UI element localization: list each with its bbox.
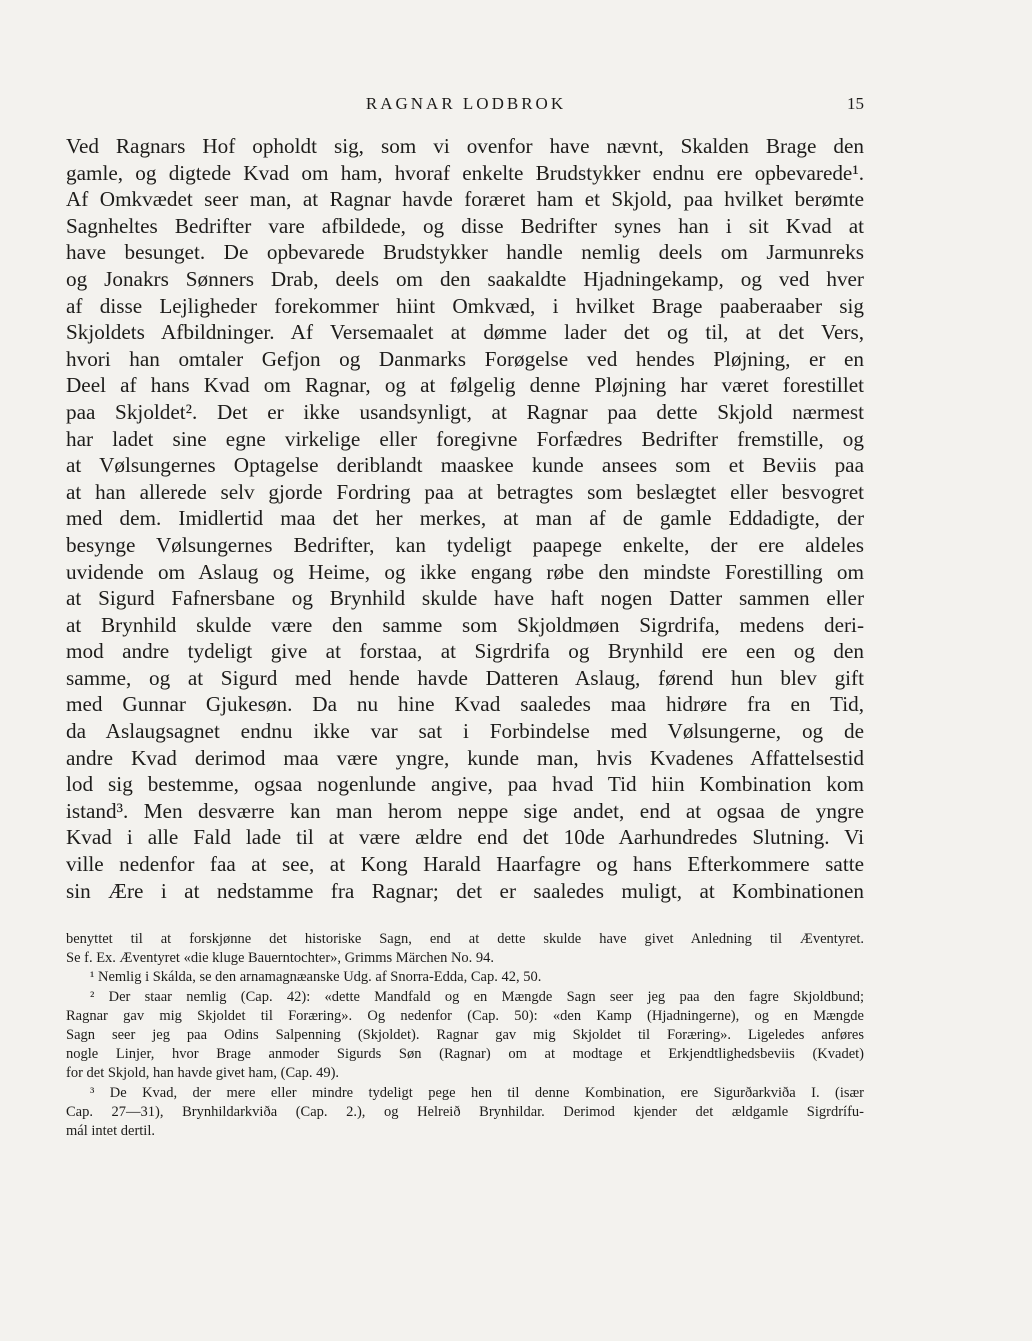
body-line: Kvad i alle Fald lade til at være ældre end det 10de Aarhundredes Slutning. Vi [66, 825, 864, 850]
footnotes [66, 930, 864, 1141]
body-line: Af Omkvædet seer man, at Ragnar havde foræret ham et Skjold, paa hvilket berømte [66, 187, 864, 212]
body-line: at Vølsungernes Optagelse deriblandt maaskee kunde ansees som et Beviis paa [66, 453, 864, 478]
body-line: uvidende om Aslaug og Heime, og ikke engang røbe den mindste Forestilling om [66, 559, 864, 584]
body-line: paa Skjoldet². Det er ikke usandsynligt, at Ragnar paa dette Skjold nærmest [66, 399, 864, 424]
body-line: at han allerede selv gjorde Fordring paa at betragtes som beslægtet eller besvogret [66, 479, 864, 504]
footnote-line: for det Skjold, han havde givet ham, (Cap. 49). [66, 1065, 340, 1082]
body-text [66, 133, 864, 904]
body-line: at Brynhild skulde være den samme som Skjoldmøen Sigrdrifa, medens deri- [66, 612, 864, 637]
body-line: har ladet sine egne virkelige eller foregivne Forfædres Bedrifter fremstille, og [66, 426, 864, 451]
page-header [68, 94, 864, 118]
body-line: da Aslaugsagnet endnu ikke var sat i Forbindelse med Vølsungerne, og de [66, 719, 864, 744]
body-line: have besunget. De opbevarede Brudstykker handle nemlig deels om Jarmunreks [66, 240, 864, 265]
body-line: lod sig bestemme, ogsaa nogenlunde angive, paa hvad Tid hiin Kombination kom [66, 772, 864, 797]
body-line: gamle, og digtede Kvad om ham, hvoraf enkelte Brudstykker endnu ere opbevarede¹. [66, 160, 864, 185]
footnote-line: Ragnar gav mig Skjoldet til Foræring». Og nedenfor (Cap. 50): «den Kamp (Hjadningerne), og en Mængde [66, 1007, 864, 1024]
footnote-line: benyttet til at forskjønne det historiske Sagn, end at dette skulde have givet Anledning til Æventyret. [66, 931, 864, 947]
body-line: mod andre tydeligt give at forstaa, at Sigrdrifa og Brynhild ere een og den [66, 639, 864, 664]
body-line: istand³. Men desværre kan man herom neppe sige andet, end at ogsaa de yngre [66, 798, 864, 823]
body-line: med dem. Imidlertid maa det her merkes, at man af de gamle Eddadigte, der [66, 506, 864, 531]
running-title: RAGNAR LODBROK [365, 94, 567, 113]
footnote-line: ² Der staar nemlig (Cap. 42): «dette Mandfald og en Mængde Sagn seer jeg paa den fagre Skjoldbund; [90, 988, 864, 1005]
body-line: Skjoldets Afbildninger. Af Versemaalet at dømme lader det og til, at det Vers, [66, 320, 864, 345]
body-line: af disse Lejligheder forekommer hiint Omkvæd, i hvilket Brage paaberaaber sig [66, 293, 864, 318]
body-line: Sagnheltes Bedrifter vare afbildede, og disse Bedrifter synes han i sit Kvad at [66, 213, 864, 238]
footnote-line: Se f. Ex. Æventyret «die kluge Bauerntochter», Grimms Märchen No. 94. [66, 950, 495, 967]
body-line: sin Ære i at nedstamme fra Ragnar; det er saaledes muligt, at Kombinationen [66, 878, 864, 903]
body-line: at Sigurd Fafnersbane og Brynhild skulde have haft nogen Datter sammen eller [66, 586, 864, 611]
footnote-line: ¹ Nemlig i Skálda, se den arnamagnæanske Udg. af Snorra-Edda, Cap. 42, 50. [90, 969, 542, 986]
body-line: ville nedenfor faa at see, at Kong Harald Haarfagre og hans Efterkommere satte [66, 852, 864, 877]
body-line: besynge Vølsungernes Bedrifter, kan tydeligt paapege enkelte, der ere aldeles [66, 532, 864, 557]
body-line: og Jonakrs Sønners Drab, deels om den saakaldte Hjadningekamp, og ved hver [66, 266, 864, 291]
body-line: Deel af hans Kvad om Ragnar, og at følgelig denne Pløjning har været forestillet [66, 373, 864, 398]
body-line: samme, og at Sigurd med hende havde Datteren Aslaug, førend hun blev gift [66, 665, 864, 690]
footnote-line: mál intet dertil. [66, 1122, 155, 1139]
page-number: 15 [847, 94, 864, 113]
body-line: andre Kvad derimod maa være yngre, kunde man, hvis Kvadenes Affattelsestid [66, 745, 864, 770]
footnote-line: Sagn seer jeg paa Odins Salpenning (Skjoldet). Ragnar gav mig Skjoldet til Foræring». Ligeledes anføres [66, 1026, 864, 1043]
body-line: hvori han omtaler Gefjon og Danmarks Forøgelse ved hendes Pløjning, er en [66, 346, 864, 371]
footnote-line: ³ De Kvad, der mere eller mindre tydeligt pege hen til denne Kombination, ere Sigurðarkviða I. (især [90, 1084, 864, 1101]
footnote-line: nogle Linjer, hvor Brage anmoder Sigurds Søn (Ragnar) om at modtage et Erkjendtlighedsbeviis (Kvadet) [66, 1046, 864, 1063]
body-line: Ved Ragnars Hof opholdt sig, som vi ovenfor have nævnt, Skalden Brage den [66, 134, 864, 158]
body-line: med Gunnar Gjukesøn. Da nu hine Kvad saaledes maa hidrøre fra en Tid, [66, 692, 864, 717]
footnote-line: Cap. 27—31), Brynhildarkviða (Cap. 2.), og Helreið Brynhildar. Derimod kjender det ældgamle Sigrdrífu- [66, 1103, 864, 1120]
